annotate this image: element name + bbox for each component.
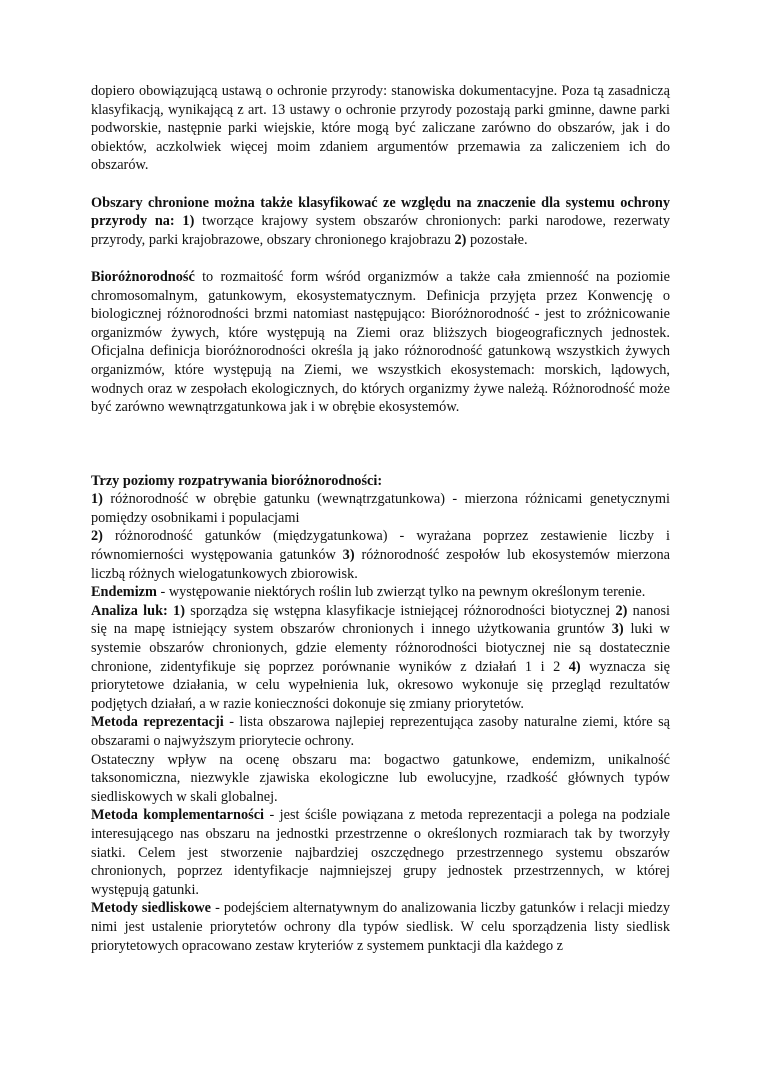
- term-habitat-methods: Metody siedliskowe: [91, 900, 212, 917]
- paragraph-representation-method: [91, 713, 670, 750]
- term-complementarity-method: Metoda komplementarności: [91, 807, 265, 824]
- text-span: sporządza się wstępna klasyfikacje istniejącej różnorodności biotycznej: [184, 602, 616, 619]
- paragraph-gap-analysis: [91, 602, 670, 714]
- text-span: różnorodność w obrębie gatunku (wewnątrzgatunkowa) - mierzona różnicami genetycznymi pomiędzy osobnikami i populacjami: [91, 491, 670, 526]
- bold-intro: Obszary chronione można także klasyfikować ze względu na znaczenie dla systemu ochrony przyrody na:: [91, 194, 670, 230]
- list-number: 3): [611, 621, 624, 638]
- list-number: 2): [454, 231, 467, 248]
- text-span: - podejściem alternatywnym do analizowania liczby gatunków i relacji miedzy nimi jest ustalenie priorytetów ochrony dla typów siedlisk. W celu sporządzenia listy siedlisk priorytetowych opracowano zestaw kryteriów z systemem punktacji dla każdego z: [91, 900, 670, 954]
- text-span: wyznacza się priorytetowe działania, w celu wypełnienia luk, okresowo wykonuje się przegląd rezultatów podjętych działań, a w razie konieczności dokonuje się zmiany priorytetów.: [91, 658, 670, 712]
- paragraph-three-levels-list-cont: [91, 527, 670, 583]
- document-page: [91, 82, 670, 955]
- paragraph-habitat-methods: [91, 899, 670, 955]
- list-number: 2): [615, 602, 628, 619]
- list-number: 2): [91, 528, 103, 545]
- text-span: - występowanie niektórych roślin lub zwierząt tylko na pewnym określonym terenie.: [156, 584, 646, 601]
- spacer: [91, 417, 670, 472]
- term-endemism: Endemizm: [91, 584, 157, 601]
- paragraph-biodiversity-definition: [91, 268, 670, 417]
- text-span: - jest ściśle powiązana z metoda reprezentacji a polega na podziale interesującego nas obszaru na jednostki przestrzenne o określonych rozmiarach tak by tworzyły siatki. Celem jest stworzenie najbardziej oszczędnego przestrzennego systemu obszarów chronionych, poprzez identyfikacje najmniejszej grupy jednostek przestrzennych, w której występują gatunki.: [91, 807, 670, 898]
- text-span: nanosi się na mapę istniejący system obszarów chronionych i innego użytkowania gruntów: [91, 602, 670, 638]
- paragraph-protected-areas-continuation: dopiero obowiązującą ustawą o ochronie przyrody: stanowiska dokumentacyjne. Poza tą zasadniczą klasyfikacją, wynikającą z art. 13 ustawy o ochronie przyrody pozostają parki gminne, dawne parki podworskie, następnie parki wiejskie, które mogą być zaliczane zarówno do obszarów, jak i do obiektów, aczkolwiek więcej moim zdaniem argumentów przemawia za zaliczeniem ich do obszarów.: [91, 83, 670, 174]
- list-number: 3): [342, 547, 355, 564]
- text-span: pozostałe.: [466, 231, 528, 248]
- text-span: to rozmaitość form wśród organizmów a także cała zmienność na poziomie chromosomalnym, gatunkowym, ekosystematycznym. Definicja przyjęta przez Konwencję o biologicznej różnorodności brzmi natomiast następująco: Bioróżnorodność - jest to zróżnicowanie organizmów żywych, które występują na Ziemi oraz bliższych biogeograficznych jednostek. Oficjalna definicja bioróżnorodności określa ją jako różnorodność gatunkową wszystkich żywych organizmów, które występują na Ziemi, we wszystkich ekosystemach: morskich, lądowych, wodnych oraz w zespołach ekologicznych, do których organizmy żywe należą. Różnorodność może być zarówno wewnątrzgatunkowa jak i w obrębie ekosystemów.: [91, 268, 670, 416]
- list-number: 1): [182, 213, 195, 230]
- text-span: różnorodność zespołów lub ekosystemów mierzona liczbą różnych wielogatunkowych zbiorowisk.: [91, 547, 670, 582]
- paragraph-three-levels-list: [91, 490, 670, 527]
- term-gap-analysis: Analiza luk:: [91, 602, 168, 619]
- spacer: [91, 175, 670, 194]
- text-span: luki w systemie obszarów chronionych, gdzie elementy różnorodności biotycznej nie są dostatecznie chronione, zidentyfikuje się poprzez porównanie wyników z działań 1 i 2: [91, 621, 670, 675]
- heading-three-levels: Trzy poziomy rozpatrywania bioróżnorodności:: [91, 472, 383, 489]
- list-number: 4): [568, 658, 581, 675]
- list-number: 1): [91, 491, 103, 508]
- text-span: różnorodność gatunków (międzygatunkowa) - wyrażana poprzez zestawienie liczby i równomierności występowania gatunków: [91, 528, 670, 564]
- text-span: - lista obszarowa najlepiej reprezentująca zasoby naturalne ziemi, które są obszarami o najwyższym priorytecie ochrony.: [91, 714, 670, 749]
- paragraph-complementarity-method: [91, 806, 670, 899]
- paragraph-endemism: [91, 583, 670, 602]
- term-representation-method: Metoda reprezentacji: [91, 714, 224, 731]
- term-biodiversity: Bioróżnorodność: [91, 268, 195, 285]
- spacer: [91, 249, 670, 268]
- text-span: tworzące krajowy system obszarów chronionych: parki narodowe, rezerwaty przyrody, parki krajobrazowe, obszary chronionego krajobrazu: [91, 213, 671, 248]
- paragraph-classification-by-importance: [91, 194, 670, 250]
- list-number: 1): [167, 602, 185, 619]
- paragraph-final-assessment: Ostateczny wpływ na ocenę obszaru ma: bogactwo gatunkowe, endemizm, unikalność taksonomiczna, niezwykle zjawiska ekologiczne lub ewolucyjne, rzadkość głównych typów siedliskowych w skali globalnej.: [91, 751, 670, 805]
